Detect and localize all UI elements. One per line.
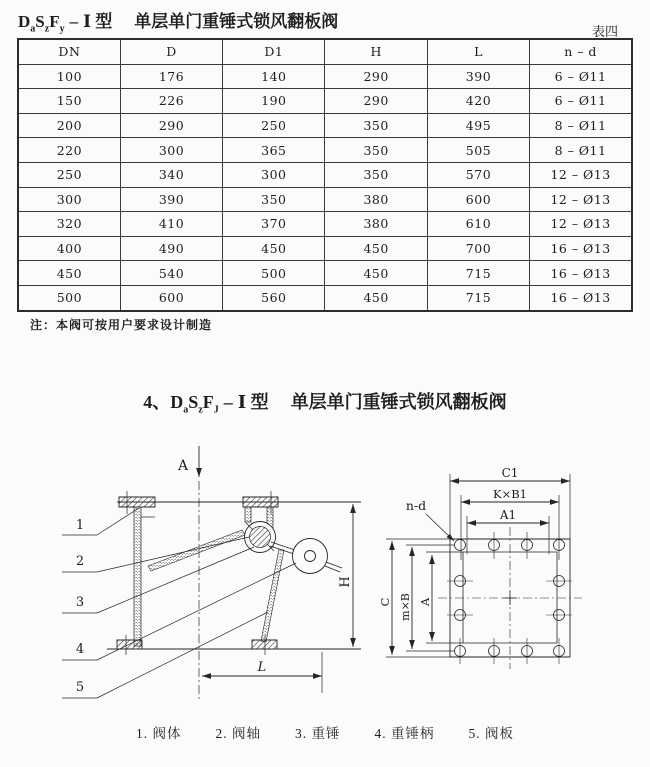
col-header-nd: n – d	[530, 39, 632, 64]
table-cell: 220	[18, 138, 120, 163]
dim-label-nd: n-d	[405, 498, 427, 513]
table-cell: 190	[223, 89, 325, 114]
table-note: 注：本阀可按用户要求设计制造	[30, 318, 213, 332]
model-dash-2: –	[223, 392, 233, 412]
table-cell: 715	[427, 285, 529, 310]
table-cell: 16 – Ø13	[530, 236, 632, 261]
table-cell: 12 – Ø13	[530, 187, 632, 212]
flap-plate	[148, 530, 245, 571]
model-dash: –	[69, 12, 79, 31]
table-cell: 6 – Ø11	[530, 64, 632, 89]
table-cell: 250	[223, 113, 325, 138]
table-row	[18, 285, 632, 310]
part-number-4: 4	[75, 642, 85, 657]
table-cell: 16 – Ø13	[530, 261, 632, 286]
col-header-d1: D1	[223, 39, 325, 64]
table-cell: 420	[427, 89, 529, 114]
table-cell: 450	[223, 236, 325, 261]
spec-table-body	[18, 64, 632, 310]
table-cell: 450	[325, 261, 427, 286]
col-header-h: H	[325, 39, 427, 64]
table-cell: 495	[427, 113, 529, 138]
valve-plate	[261, 549, 284, 642]
table-cell: 540	[120, 261, 222, 286]
table-row	[18, 138, 632, 163]
table-row	[18, 64, 632, 89]
bottom-flange-right	[252, 640, 277, 649]
top-flange-right	[243, 497, 278, 507]
table-cell: 8 – Ø11	[530, 138, 632, 163]
table-number-label: 表四	[592, 24, 619, 39]
table-cell: 290	[325, 64, 427, 89]
table-cell: 390	[120, 187, 222, 212]
table-cell: 380	[325, 187, 427, 212]
spec-table	[17, 38, 633, 312]
model-type: Ⅰ 型	[83, 12, 113, 31]
table-row	[18, 236, 632, 261]
legend-item: 2. 阀轴	[215, 726, 261, 741]
col-header-l: L	[427, 39, 529, 64]
table-cell: 450	[18, 261, 120, 286]
table-cell: 150	[18, 89, 120, 114]
table-row	[18, 162, 632, 187]
page-title	[18, 7, 338, 34]
table-cell: 505	[427, 138, 529, 163]
table-cell: 100	[18, 64, 120, 89]
table-cell: 410	[120, 212, 222, 237]
table-cell: 12 – Ø13	[530, 162, 632, 187]
table-cell: 350	[325, 138, 427, 163]
section-title	[0, 388, 650, 416]
table-row	[18, 89, 632, 114]
table-cell: 340	[120, 162, 222, 187]
table-cell: 350	[325, 162, 427, 187]
section-label: A	[177, 458, 189, 474]
table-cell: 226	[120, 89, 222, 114]
table-cell: 320	[18, 212, 120, 237]
table-cell: 6 – Ø11	[530, 89, 632, 114]
dim-label-mxb: m×B	[399, 593, 412, 621]
table-cell: 700	[427, 236, 529, 261]
table-cell: 140	[223, 64, 325, 89]
table-cell: 450	[325, 236, 427, 261]
model-code-2: $D_aS_zF_J$	[170, 392, 219, 416]
dim-label-a: A	[418, 597, 432, 607]
part-number-5: 5	[75, 680, 85, 695]
section-index: 4、	[143, 392, 171, 412]
valve-body-left-wall	[134, 507, 141, 646]
model-code: $D_aS_zF_y$	[18, 12, 65, 35]
table-cell: 380	[325, 212, 427, 237]
part-number-3: 3	[75, 595, 85, 610]
table-cell: 290	[120, 113, 222, 138]
table-cell: 200	[18, 113, 120, 138]
legend-item: 1. 阀体	[136, 726, 182, 741]
table-cell: 610	[427, 212, 529, 237]
table-cell: 500	[223, 261, 325, 286]
table-cell: 8 – Ø11	[530, 113, 632, 138]
valve-name: 单层单门重锤式锁风翻板阀	[134, 12, 339, 31]
table-cell: 365	[223, 138, 325, 163]
model-type-2: Ⅰ 型	[237, 392, 269, 412]
flange-view-diagram	[378, 466, 582, 669]
table-cell: 715	[427, 261, 529, 286]
table-cell: 370	[223, 212, 325, 237]
table-cell: 560	[223, 285, 325, 310]
table-cell: 500	[18, 285, 120, 310]
table-header-row	[18, 39, 632, 64]
table-cell: 350	[223, 187, 325, 212]
parts-legend	[0, 722, 650, 742]
table-row	[18, 113, 632, 138]
table-cell: 490	[120, 236, 222, 261]
table-cell: 12 – Ø13	[530, 212, 632, 237]
table-cell: 300	[18, 187, 120, 212]
part-number-2: 2	[75, 554, 85, 569]
table-row	[18, 187, 632, 212]
table-cell: 300	[223, 162, 325, 187]
dim-label-kxb1: K×B1	[493, 487, 527, 501]
table-cell: 350	[325, 113, 427, 138]
part-number-1: 1	[75, 518, 85, 533]
table-cell: 570	[427, 162, 529, 187]
col-header-d: D	[120, 39, 222, 64]
valve-technical-drawing	[0, 440, 650, 722]
legend-item: 3. 重锤	[295, 726, 341, 741]
top-flange-left	[119, 497, 155, 507]
table-row	[18, 261, 632, 286]
table-cell: 290	[325, 89, 427, 114]
table-cell: 390	[427, 64, 529, 89]
dim-label-l: L	[257, 660, 267, 675]
table-cell: 600	[120, 285, 222, 310]
table-row	[18, 212, 632, 237]
side-view-diagram	[62, 446, 361, 701]
table-cell: 176	[120, 64, 222, 89]
dim-label-h: H	[338, 576, 353, 588]
dim-label-a1: A1	[499, 508, 517, 522]
dim-label-c: C	[378, 597, 392, 607]
legend-item: 4. 重锤柄	[374, 726, 435, 741]
valve-name-2: 单层单门重锤式锁风翻板阀	[290, 392, 507, 412]
table-cell: 300	[120, 138, 222, 163]
table-cell: 250	[18, 162, 120, 187]
table-cell: 16 – Ø13	[530, 285, 632, 310]
col-header-dn: DN	[18, 39, 120, 64]
table-cell: 450	[325, 285, 427, 310]
dim-label-c1: C1	[501, 466, 519, 480]
table-cell: 400	[18, 236, 120, 261]
table-cell: 600	[427, 187, 529, 212]
legend-item: 5. 阀板	[468, 726, 514, 741]
